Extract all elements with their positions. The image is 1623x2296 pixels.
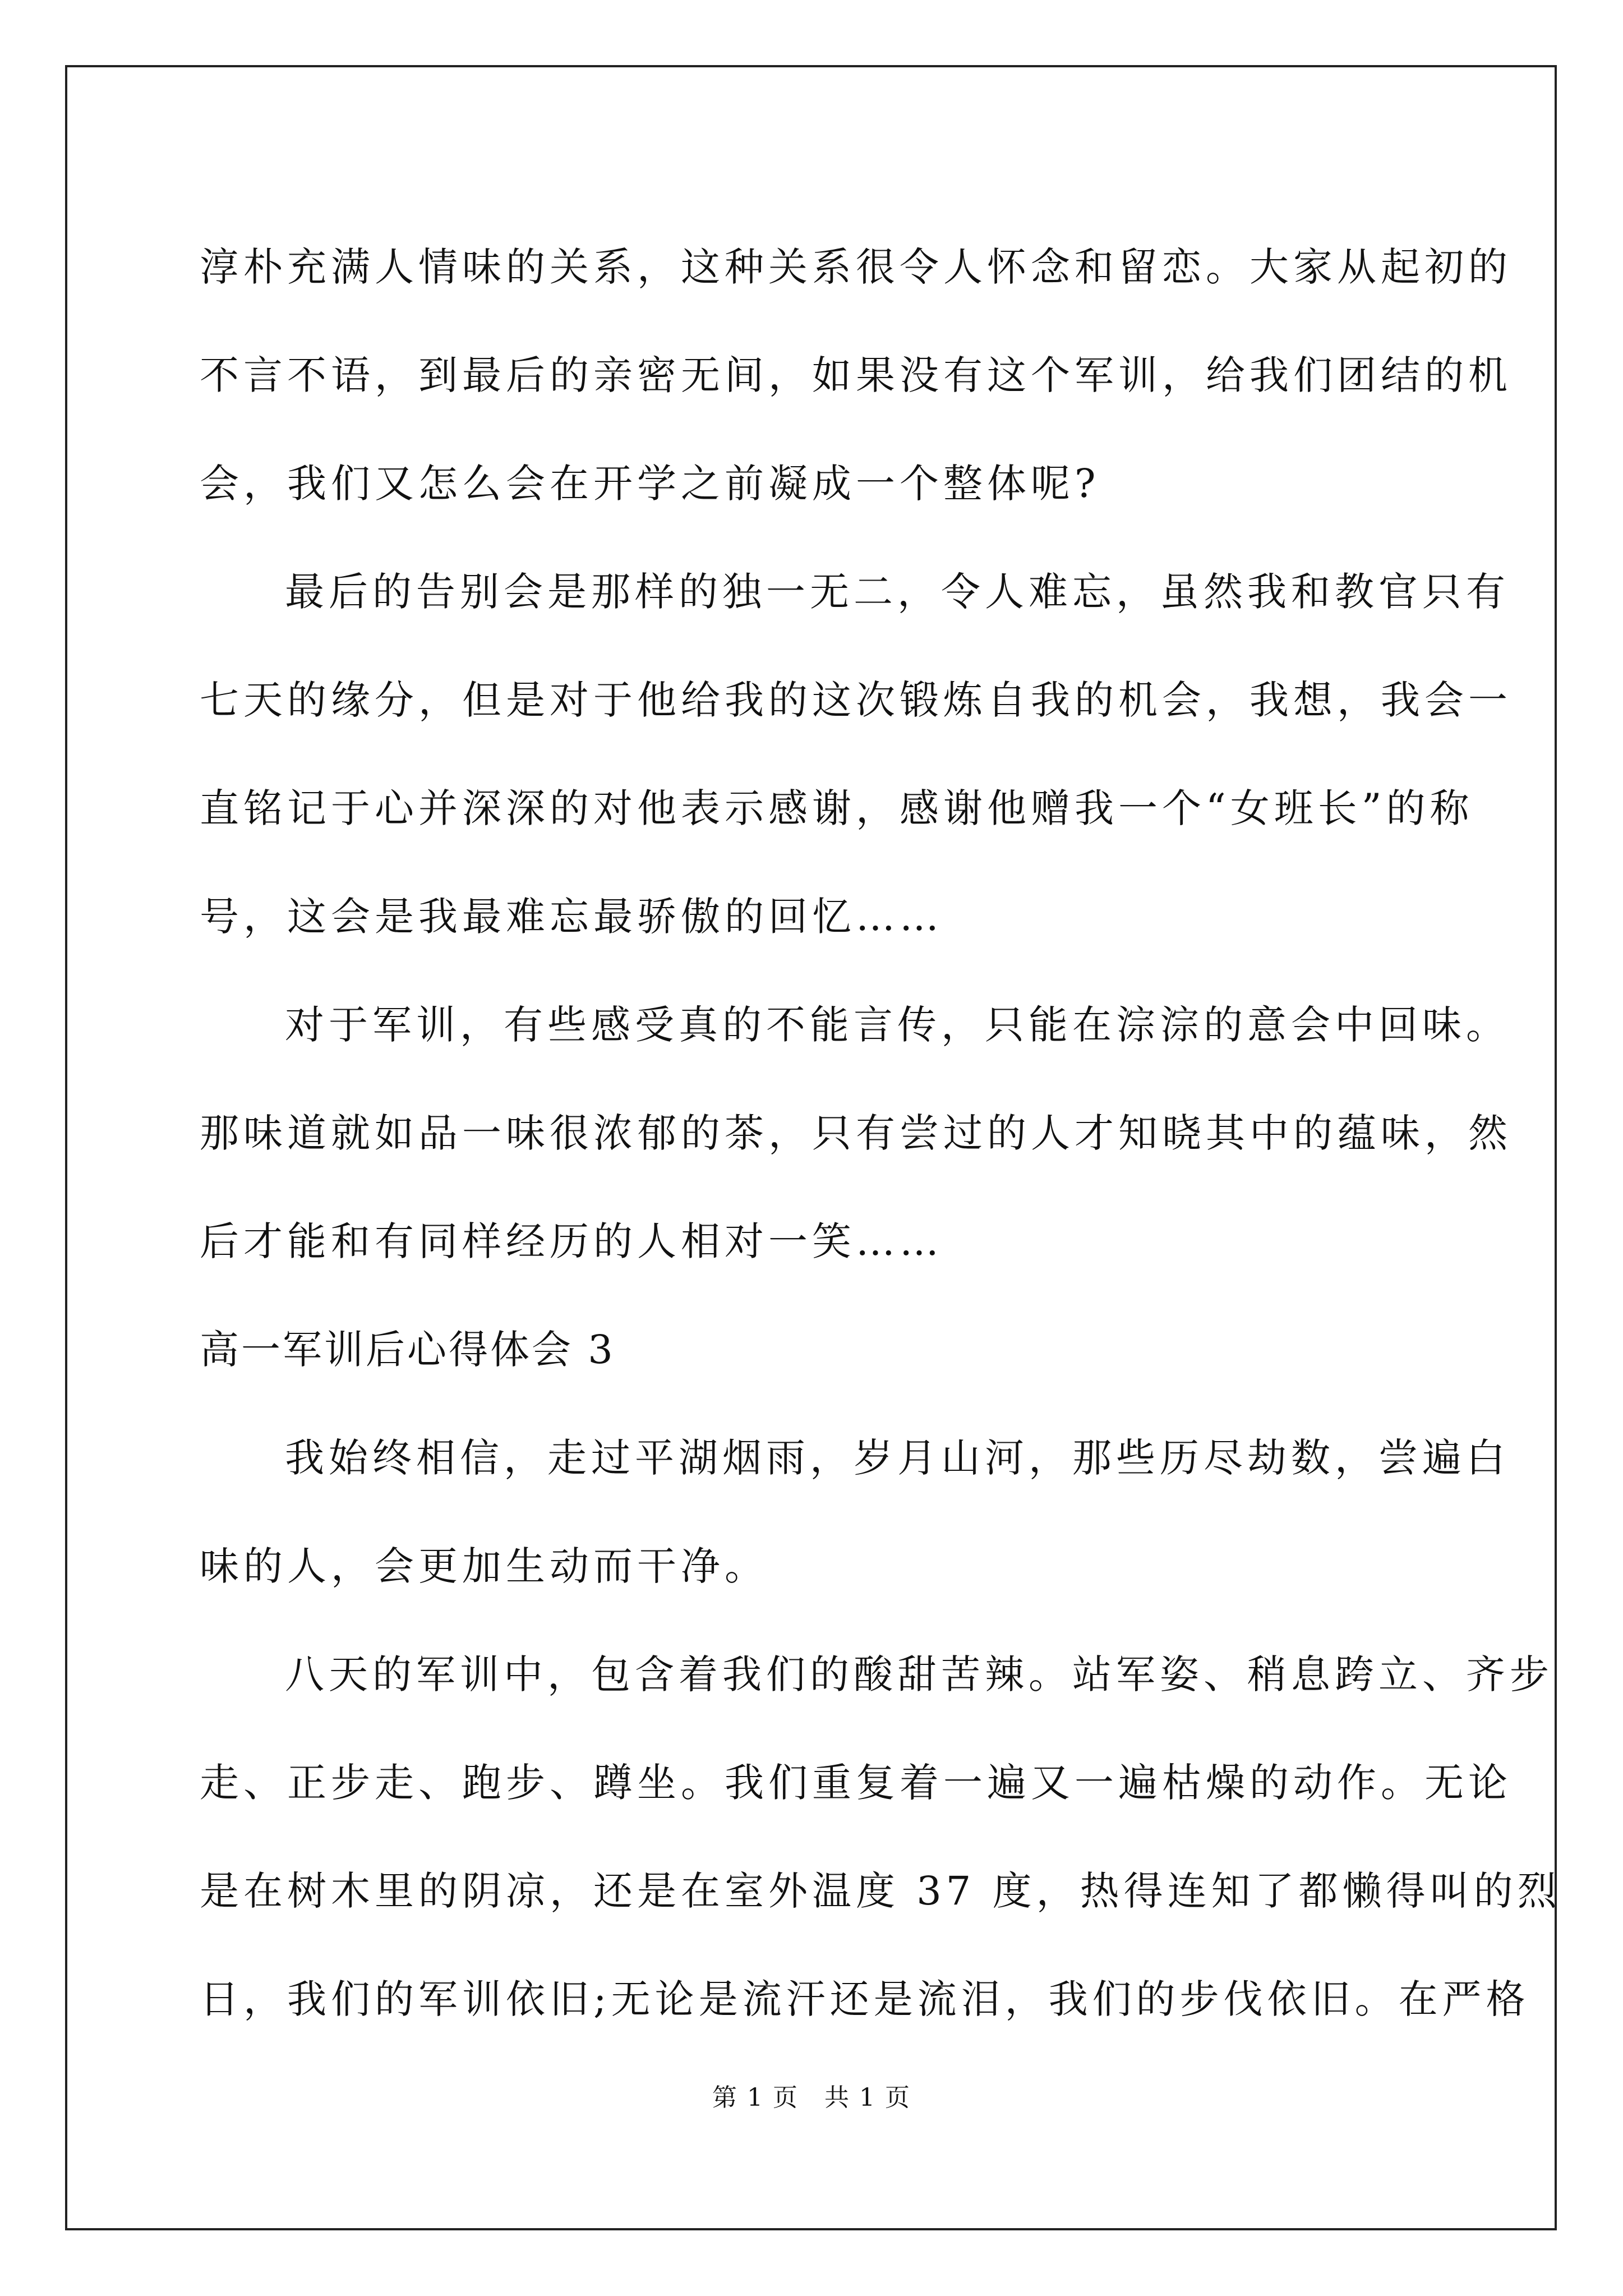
paragraph-first-line: 八天的军训中，包含着我们的酸甜苦辣。站军姿、稍息跨立、齐步 <box>285 1651 1553 1697</box>
document-body <box>200 213 1561 2054</box>
text-line: 直铭记于心并深深的对他表示感谢，感谢他赠我一个“女班长”的称 <box>200 785 1474 831</box>
text-line: 淳朴充满人情味的关系，这种关系很令人怀念和留恋。大家从起初的 <box>200 244 1512 290</box>
text-line: 不言不语，到最后的亲密无间，如果没有这个军训，给我们团结的机 <box>200 352 1512 398</box>
section-heading: 高一军训后心得体会 3 <box>200 1327 615 1373</box>
text-line: 味的人，会更加生动而干净。 <box>200 1543 768 1589</box>
paragraph-first-line: 最后的告别会是那样的独一无二，令人难忘，虽然我和教官只有 <box>285 569 1510 615</box>
text-line: 后才能和有同样经历的人相对一笑…… <box>200 1218 943 1264</box>
text-line: 会，我们又怎么会在开学之前凝成一个整体呢? <box>200 461 1100 507</box>
paragraph-first-line: 我始终相信，走过平湖烟雨，岁月山河，那些历尽劫数，尝遍白 <box>285 1435 1510 1481</box>
text-line: 走、正步走、跑步、蹲坐。我们重复着一遍又一遍枯燥的动作。无论 <box>200 1760 1512 1806</box>
page-number-footer: 第 1 页 共 1 页 <box>712 2083 911 2112</box>
paragraph-first-line: 对于军训，有些感受真的不能言传，只能在淙淙的意会中回味。 <box>285 1002 1510 1048</box>
text-line: 七天的缘分，但是对于他给我的这次锻炼自我的机会，我想，我会一 <box>200 677 1512 723</box>
text-line: 那味道就如品一味很浓郁的茶，只有尝过的人才知晓其中的蕴味，然 <box>200 1110 1512 1156</box>
text-line: 日，我们的军训依旧;无论是流汗还是流泪，我们的步伐依旧。在严格 <box>200 1976 1530 2022</box>
text-line: 号，这会是我最难忘最骄傲的回忆…… <box>200 894 943 940</box>
text-line: 是在树木里的阴凉，还是在室外温度 37 度，热得连知了都懒得叫的烈 <box>200 1868 1561 1914</box>
